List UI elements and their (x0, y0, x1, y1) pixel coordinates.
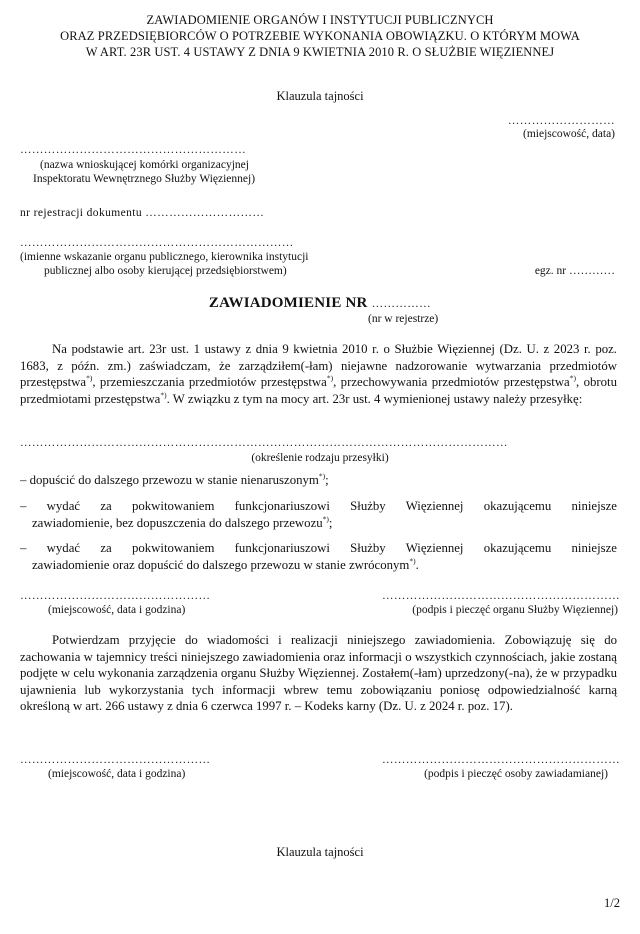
sig1-left-label: (miejscowość, data i godzina) (48, 604, 186, 616)
footnote-mark: *) (86, 373, 93, 383)
option-1-end: ; (325, 473, 329, 487)
footnote-mark: *) (326, 373, 334, 383)
unit-dots: ………………………………………………… (20, 144, 247, 156)
body-paragraph (20, 341, 617, 407)
sig1-left-dots: ………………………………………… (20, 590, 211, 602)
header-line-1: ZAWIADOMIENIE ORGANÓW I INSTYTUCJI PUBLICZNYCH (146, 13, 494, 27)
option-2-line-1: wydać za pokwitowaniem funkcjonariuszowi Służby Więziennej okazującemu niniejsze (46, 499, 617, 513)
body-text-b: , przemieszczania przedmiotów przestępstwa (92, 375, 327, 390)
option-3 (20, 540, 617, 573)
option-dash: – (20, 473, 27, 487)
sig2-left-label: (miejscowość, data i godzina) (48, 768, 186, 780)
sig1-right-label: (podpis i pieczęć organu Służby Więziennej) (412, 604, 618, 616)
footnote-mark: *) (322, 514, 329, 524)
sig1-right-dots: …………………………………………………… (382, 590, 620, 602)
option-dash: – (20, 499, 27, 513)
confirmation-paragraph (20, 632, 617, 715)
sig2-left-dots: ………………………………………… (20, 754, 211, 766)
classification-top: Klauzula tajności (276, 89, 364, 103)
document-header (0, 12, 640, 60)
shipment-dots: …………………………………………………………………………………………………………… (20, 437, 508, 449)
option-dash: – (20, 541, 27, 555)
option-1-text: dopuścić do dalszego przewozu w stanie nienaruszonym (29, 473, 319, 487)
option-3-line-2: zawiadomienie oraz dopuścić do dalszego przewozu w stanie zwróconym (32, 557, 410, 572)
document-number-dots: …………… (371, 298, 432, 310)
sig2-right-label: (podpis i pieczęć osoby zawiadamianej) (424, 768, 608, 780)
option-2-line-2: zawiadomienie, bez dopuszczenia do dalszego przewozu (32, 515, 323, 530)
registry-number: nr rejestracji dokumentu ………………………… (20, 207, 265, 219)
option-1 (20, 472, 617, 489)
document-title-text: ZAWIADOMIENIE NR (208, 295, 368, 311)
page-number: 1/2 (604, 896, 620, 910)
copy-number: egz. nr ………… (534, 265, 615, 277)
body-text-a: Na podstawie art. 23r ust. 1 ustawy z dnia 9 kwietnia 2010 r. o Służbie Więziennej (Dz. U. z 2023 r. poz. 1683, z późn. zm.) zaświadczam, że zarządziłem(-łam) niejawne nadzorowanie wytwarzania przedmiotów przestępstwa (20, 342, 617, 390)
option-2 (20, 498, 617, 531)
document-title (0, 294, 640, 312)
body-text-d: , obrotu przedmiotami przestępstwa (20, 375, 617, 406)
recipient-dots: …………………………………………………………… (20, 237, 294, 249)
recipient-label-2: publicznej albo osoby kierującej przedsiębiorstwem) (44, 265, 287, 277)
footnote-mark: *) (409, 556, 416, 566)
header-line-2: ORAZ PRZEDSIĘBIORCÓW O POTRZEBIE WYKONANIA OBOWIĄZKU. O KTÓRYM MOWA (60, 29, 580, 43)
footnote-mark: *) (160, 390, 167, 400)
option-3-line-1: wydać za pokwitowaniem funkcjonariuszowi Służby Więziennej okazującemu niniejsze (46, 541, 617, 555)
option-2-end: ; (328, 515, 333, 530)
header-line-3: W ART. 23R UST. 4 USTAWY Z DNIA 9 KWIETNIA 2010 R. O SŁUŻBIE WIĘZIENNEJ (85, 45, 555, 59)
unit-label-1: (nazwa wnioskującej komórki organizacyjnej (40, 159, 249, 171)
confirmation-text: Potwierdzam przyjęcie do wiadomości i realizacji niniejszego zawiadomienia. Zobowiązuję się do zachowania w tajemnicy treści niniejszego zawiadomienia oraz informacji o wszystkich czynnościach, jakie zostaną podjęte w celu wykonania zarządzenia organu Służby Więziennej. Zostałem(-łam) uprzedzony(-na), że w przypadku ujawnienia lub wykorzystania tych informacji wbrew temu zobowiązaniu poniosę odpowiedzialność karną określoną w art. 266 ustawy z dnia 6 czerwca 1997 r. – Kodeks karny (Dz. U. z 2024 r. poz. 17). (20, 633, 617, 714)
document-title-sub: (nr w rejestrze) (368, 313, 439, 325)
sig2-right-dots: …………………………………………………… (382, 754, 620, 766)
body-text-e: . W związku z tym na mocy art. 23r ust. 4 wymienionej ustawy należy przesyłkę: (166, 391, 583, 406)
body-text-c: , przechowywania przedmiotów przestępstwa (333, 375, 570, 390)
place-date-label: (miejscowość, data) (523, 128, 615, 140)
place-date-dots: ……………………… (507, 115, 615, 127)
classification-bottom: Klauzula tajności (276, 845, 364, 859)
footnote-mark: *) (318, 471, 326, 481)
shipment-label: (określenie rodzaju przesyłki) (251, 452, 389, 464)
footnote-mark: *) (569, 373, 576, 383)
unit-label-2: Inspektoratu Wewnętrznego Służby Więziennej) (33, 173, 256, 185)
option-3-end: . (415, 557, 419, 572)
recipient-label-1: (imienne wskazanie organu publicznego, kierownika instytucji (20, 251, 309, 263)
